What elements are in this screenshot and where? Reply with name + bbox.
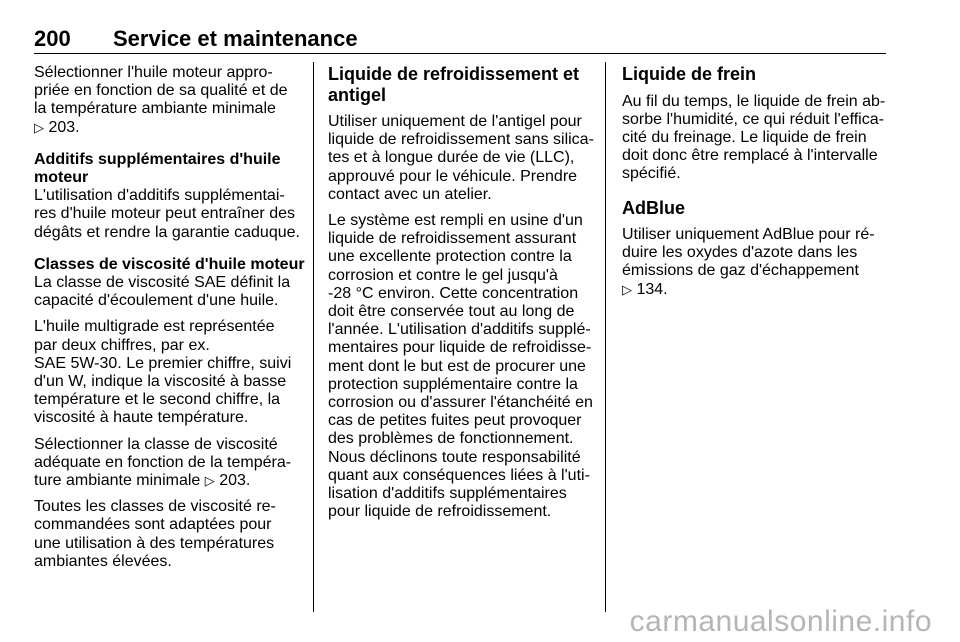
page-number: 200 (34, 26, 71, 51)
heading-additifs: Additifs supplémentaires d'huile moteur (34, 150, 281, 187)
paragraph-oil-selection: Sélectionner l'huile moteur appro- priée en fonction de sa qualité et de la température ambiante minimale ▷ 203. (34, 64, 288, 136)
paragraph-antigel: Utiliser uniquement de l'antigel pour liquide de refroidissement sans silica- tes et à longue durée de vie (LLC), approuvé pour le véhicule. Prendre contact avec un atelier. (328, 113, 594, 203)
paragraph-adblue: Utiliser uniquement AdBlue pour ré- duire les oxydes d'azote dans les émissions de gaz d'échappement ▷ 134. (622, 226, 875, 298)
column-divider-2 (605, 62, 606, 612)
column-3 (622, 64, 890, 299)
heading-viscosite: Classes de viscosité d'huile moteur (34, 255, 305, 273)
page-ref-link[interactable]: 203. (219, 472, 251, 490)
page-ref-link[interactable]: 203. (48, 118, 80, 136)
section-title: Service et maintenance (113, 26, 358, 51)
page-ref-link[interactable]: 134. (636, 280, 668, 298)
paragraph-additifs: L'utilisation d'additifs supplémentai- res d'huile moteur peut entraîner des dégâts et rendre la garantie caduque. (34, 187, 300, 241)
heading-brake-fluid: Liquide de frein (622, 64, 757, 84)
header-rule (34, 53, 886, 54)
heading-coolant: Liquide de refroidissement et antigel (328, 64, 580, 105)
paragraph-sae: La classe de viscosité SAE définit la capacité d'écoulement d'une huile. (34, 274, 291, 310)
paragraph-all-classes: Toutes les classes de viscosité re- commandées sont adaptées pour une utilisation à des températures ambiantes élevées. (34, 498, 276, 570)
column-1 (34, 64, 305, 571)
watermark: carmanualsonline.info (629, 605, 932, 638)
page-header (34, 20, 886, 50)
paragraph-multigrade: L'huile multigrade est représentée par deux chiffres, par ex. SAE 5W-30. Le premier chiffre, suivi d'un W, indique la viscosité à basse température et le second chiffre, la viscosité à haute température. (34, 318, 292, 427)
paragraph-systeme: Le système est rempli en usine d'un liquide de refroidissement assurant une excellente protection contre la corrosion et contre le gel jusqu'à -28 °C environ. Cette concentration doit être conservée tout au long de l'année. L'utilisation d'additifs supplé- mentaires pour liquide de refroidisse- ment dont le but est de procurer une protection supplémentaire contre la corrosion ou d'assurer l'étanchéité en cas de petites fuites peut provoquer des problèmes de fonctionnement. Nous déclinons toute responsabilité quant aux conséquences liées à l'uti- lisation d'additifs supplémentaires pour liquide de refroidissement. (328, 212, 593, 521)
column-divider-1 (313, 62, 314, 612)
heading-adblue: AdBlue (622, 197, 685, 218)
paragraph-viscosity-selection: Sélectionner la classe de viscosité adéquate en fonction de la tempéra- ture ambiante minimale ▷ 203. (34, 435, 292, 490)
page-reference-arrow-icon: ▷ (622, 281, 632, 297)
column-2 (328, 64, 594, 521)
paragraph-brake-fluid: Au fil du temps, le liquide de frein ab- sorbe l'humidité, ce qui réduit l'effica- cité du freinage. Le liquide de frein doit donc être remplacé à l'intervalle spécifié. (622, 92, 886, 183)
page-reference-arrow-icon: ▷ (34, 119, 44, 135)
page-reference-arrow-icon: ▷ (204, 473, 215, 489)
